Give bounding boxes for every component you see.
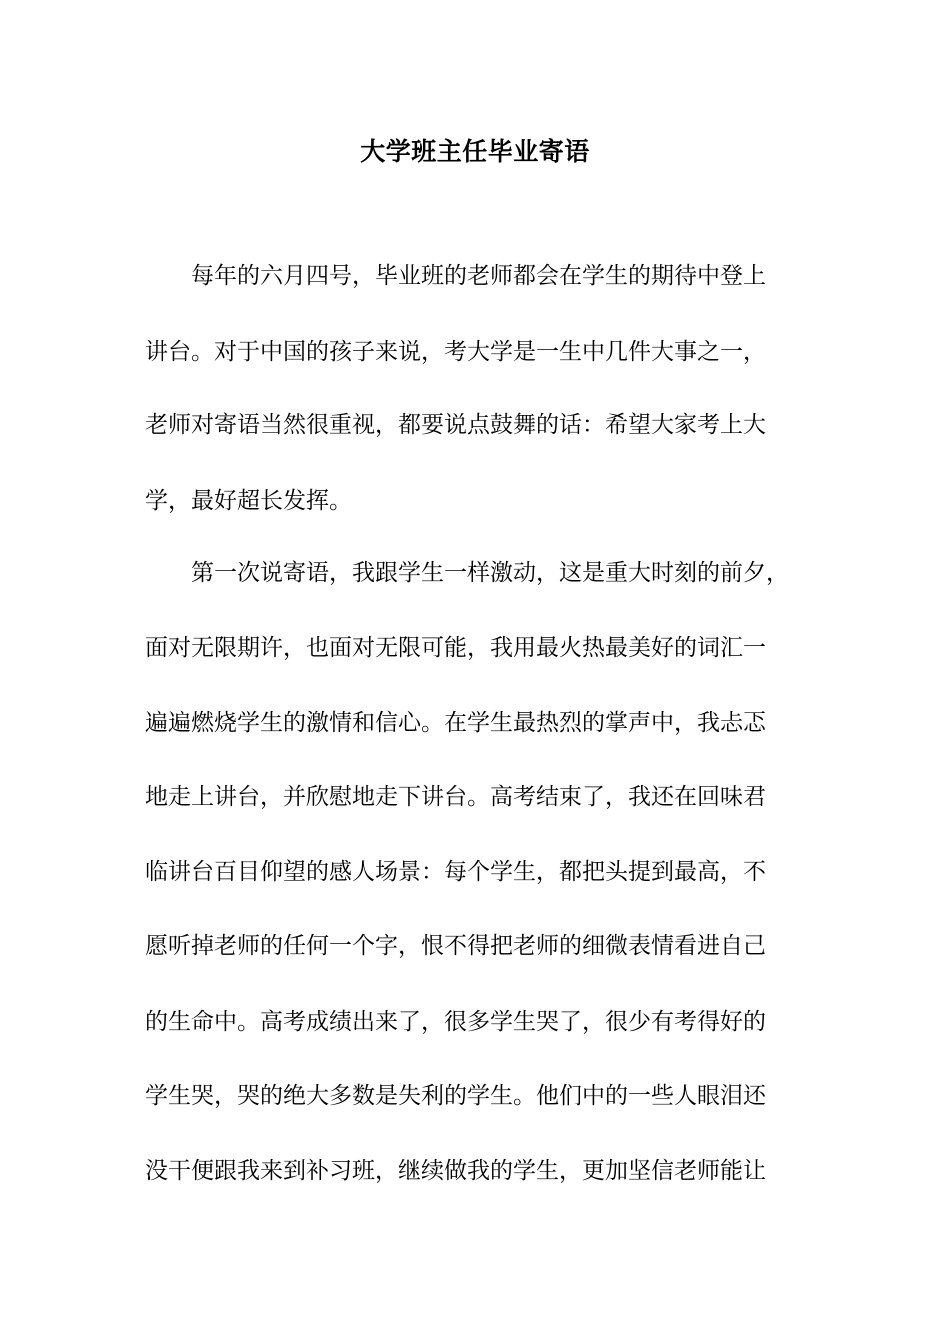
paragraph-line: 地走上讲台，并欣慰地走下讲台。高考结束了，我还在回味君 [145,784,766,810]
paragraph-line: 临讲台百目仰望的感人场景：每个学生，都把头提到最高，不 [145,859,766,885]
paragraph-line: 学，最好超长发挥。 [145,488,352,514]
paragraph-line: 讲台。对于中国的孩子来说，考大学是一生中几件大事之一， [145,339,766,365]
paragraph-line: 每年的六月四号，毕业班的老师都会在学生的期待中登上 [145,263,766,289]
document-title: 大学班主任毕业寄语 [360,137,590,166]
paragraph-line: 愿听掉老师的任何一个字，恨不得把老师的细微表情看进自己 [145,933,766,959]
paragraph-line: 老师对寄语当然很重视，都要说点鼓舞的话：希望大家考上大 [145,412,766,438]
paragraph-line: 的生命中。高考成绩出来了，很多学生哭了，很少有考得好的 [145,1009,766,1035]
paragraph-line: 遍遍燃烧学生的激情和信心。在学生最热烈的掌声中，我忐忑 [145,710,766,736]
paragraph-line: 第一次说寄语，我跟学生一样激动，这是重大时刻的前夕， [145,560,789,586]
paragraph-line: 没干便跟我来到补习班，继续做我的学生，更加坚信老师能让 [145,1158,766,1184]
paragraph-line: 面对无限期许，也面对无限可能，我用最火热最美好的词汇一 [145,635,766,661]
paragraph-line: 学生哭，哭的绝大多数是失利的学生。他们中的一些人眼泪还 [145,1083,766,1109]
